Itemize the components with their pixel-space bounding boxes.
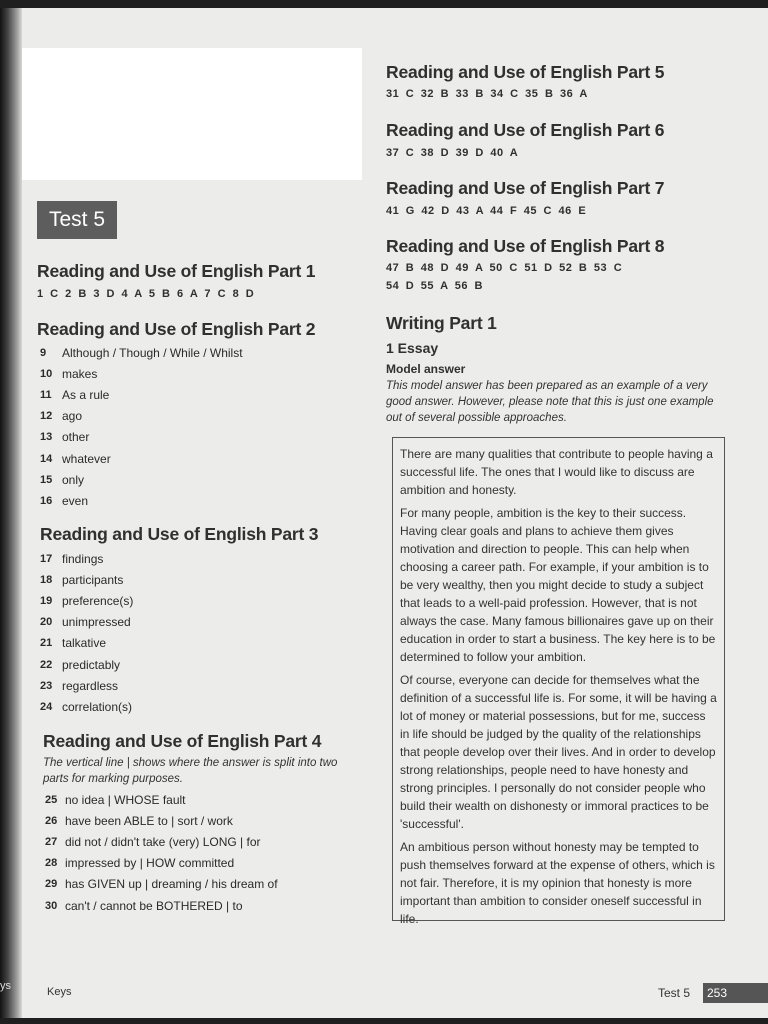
- list-item: 11 As a rule: [40, 387, 110, 402]
- list-item: 22 predictably: [40, 657, 121, 672]
- list-item: 24 correlation(s): [40, 699, 133, 714]
- list-item: 18 participants: [40, 572, 124, 587]
- list-item: 21 talkative: [40, 636, 107, 651]
- footer-test-label: Test 5: [658, 986, 691, 1000]
- footer-section-label: Keys: [47, 986, 72, 998]
- part6-answers: 37 C 38 D 39 D 40 A: [386, 147, 519, 159]
- list-item: 9 Although / Though / While / Whilst: [40, 345, 243, 360]
- list-item: 17 findings: [40, 551, 104, 566]
- part2-list: [40, 342, 243, 512]
- part4-list: [45, 789, 278, 916]
- part7-answers: 41 G 42 D 43 A 44 F 45 C 46 E: [386, 205, 587, 217]
- list-item: 20 unimpressed: [40, 615, 131, 630]
- list-item: 27 did not / didn't take (very) LONG | for: [45, 834, 261, 849]
- list-item: 30 can't / cannot be BOTHERED | to: [45, 898, 243, 913]
- essay-paragraph: Of course, everyone can decide for themselves what the definition of a successful life is. For some, it will be having a lot of money or material possessions, but for me, success in life should be judged by the quality of the relationships that people develop over their lives. And in order to develop strong relationships, people need to have honesty and strong principles. I personally do not consider people who build their wealth on dishonesty or immoral practices to be 'successful'.: [400, 673, 717, 831]
- part7-heading: Reading and Use of English Part 7: [386, 178, 665, 198]
- part4-note: The vertical line | shows where the answer is split into two parts for marking purposes.: [43, 757, 338, 785]
- blank-area: [22, 48, 362, 180]
- list-item: 13 other: [40, 430, 90, 445]
- part3-heading: Reading and Use of English Part 3: [40, 524, 319, 544]
- list-item: 28 impressed by | HOW committed: [45, 856, 235, 871]
- essay-paragraph: An ambitious person without honesty may be tempted to push themselves forward at the expense of others, which is not fair. Therefore, it is my opinion that honesty is more important than ambition to consider oneself successful in life.: [400, 840, 715, 926]
- page-number: 253: [703, 983, 768, 1003]
- part5-answers: 31 C 32 B 33 B 34 C 35 B 36 A: [386, 88, 588, 100]
- model-answer-label: Model answer: [386, 362, 466, 376]
- part1-answers: 1 C 2 B 3 D 4 A 5 B 6 A 7 C 8 D: [37, 288, 255, 300]
- writing-heading: Writing Part 1: [386, 313, 497, 333]
- part4-heading: Reading and Use of English Part 4: [43, 731, 322, 751]
- list-item: 10 makes: [40, 366, 98, 381]
- part8-answers-line2: 54 D 55 A 56 B: [386, 280, 484, 292]
- list-item: 26 have been ABLE to | sort / work: [45, 813, 233, 828]
- part5-heading: Reading and Use of English Part 5: [386, 62, 665, 82]
- test-title-tab: Test 5: [37, 201, 117, 239]
- part1-heading: Reading and Use of English Part 1: [37, 261, 316, 281]
- part8-answers-line1: 47 B 48 D 49 A 50 C 51 D 52 B 53 C: [386, 262, 623, 274]
- part8-heading: Reading and Use of English Part 8: [386, 236, 665, 256]
- essay-subheading: 1 Essay: [386, 340, 439, 356]
- part2-heading: Reading and Use of English Part 2: [37, 319, 316, 339]
- essay-paragraph: For many people, ambition is the key to their success. Having clear goals and plans to achieve them gives motivation and direction to people. This can help when choosing a career path. For example, if your ambition is to be very wealthy, then you might decide to study a subject that leads to a well-paid profession. However, that is not always the case. Many famous billionaires gave up on their education in order to start a business. The key here is to be determined to follow your ambition.: [400, 506, 716, 664]
- list-item: 25 no idea | WHOSE fault: [45, 792, 186, 807]
- part3-list: [40, 548, 133, 718]
- list-item: 23 regardless: [40, 678, 119, 693]
- list-item: 12 ago: [40, 409, 83, 424]
- list-item: 16 even: [40, 493, 89, 508]
- essay-paragraph: There are many qualities that contribute to people having a successful life. The ones that I would like to discuss are ambition and honesty.: [400, 447, 713, 497]
- model-answer-note: This model answer has been prepared as an example of a very good answer. However, please note that this is just one example out of several possible approaches.: [386, 380, 714, 424]
- book-spine: [0, 8, 22, 1018]
- list-item: 19 preference(s): [40, 593, 134, 608]
- list-item: 14 whatever: [40, 451, 111, 466]
- list-item: 15 only: [40, 472, 85, 487]
- adjacent-page-edge-text: ys: [0, 980, 11, 992]
- part6-heading: Reading and Use of English Part 6: [386, 120, 665, 140]
- list-item: 29 has GIVEN up | dreaming / his dream of: [45, 877, 278, 892]
- model-essay-box: [392, 437, 725, 926]
